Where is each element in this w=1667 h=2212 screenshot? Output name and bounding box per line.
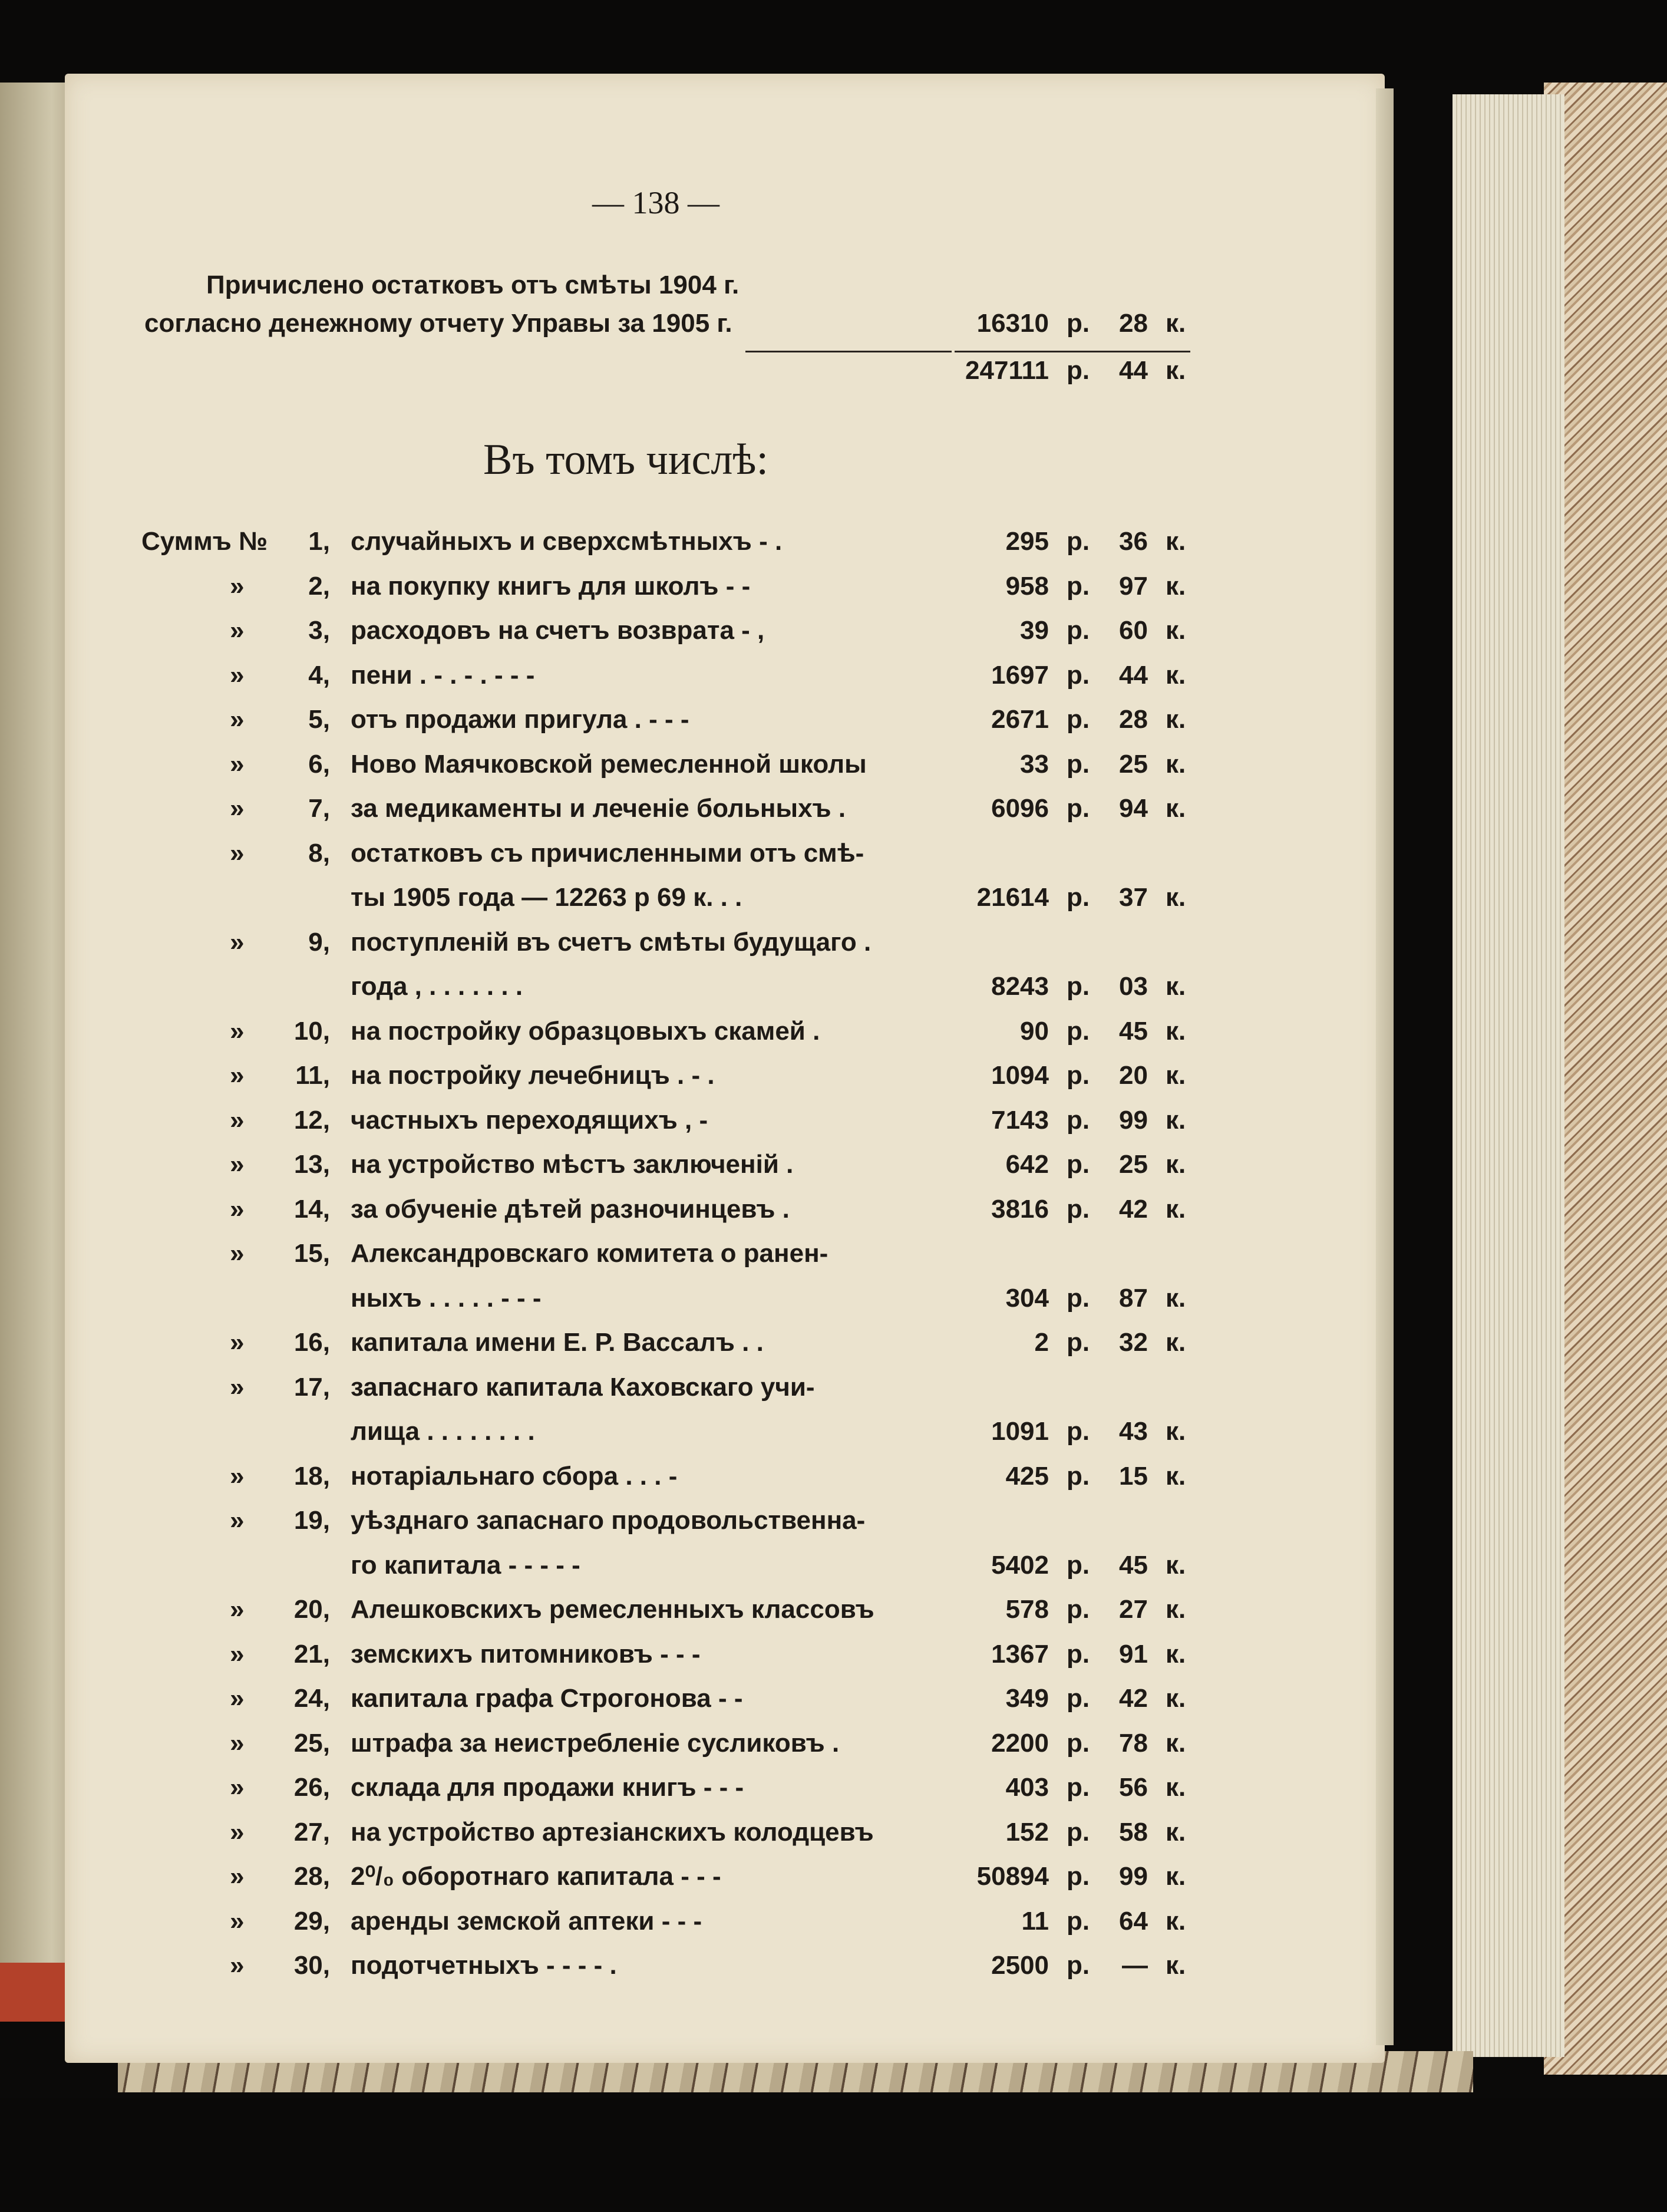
item-description: на постройку лечебницъ . - .	[351, 1061, 715, 1090]
item-description: отъ продажи пригула . - - -	[351, 705, 689, 734]
item-number: 4,	[308, 660, 330, 690]
ditto-mark: »	[230, 1372, 245, 1402]
intro-line-2: согласно денежному отчету Управы за 1905 г.	[144, 309, 732, 338]
item-description: штрафа за неистребленіе сусликовъ .	[351, 1728, 840, 1758]
kopecks-unit: к.	[1166, 705, 1186, 734]
kopecks-unit: к.	[1166, 1951, 1186, 1980]
item-description: остатковъ съ причисленными отъ смѣ-	[351, 838, 864, 868]
item-description: лища . . . . . . . .	[351, 1417, 535, 1446]
item-amount-kopecks: 42	[1119, 1684, 1148, 1713]
item-amount-kopecks: 03	[1119, 972, 1148, 1001]
item-amount-rubles: 304	[1005, 1283, 1049, 1313]
item-description: аренды земской аптеки - - -	[351, 1906, 702, 1936]
item-amount-kopecks: 99	[1119, 1105, 1148, 1135]
total-kopecks: 44	[1119, 356, 1148, 385]
item-amount-rubles: 2	[1034, 1328, 1049, 1357]
ditto-mark: »	[230, 616, 245, 645]
item-description: 2⁰/₀ оборотнаго капитала - - -	[351, 1862, 721, 1891]
item-description: Алешковскихъ ремесленныхъ классовъ	[351, 1595, 874, 1624]
item-amount-kopecks: 45	[1119, 1550, 1148, 1580]
item-amount-rubles: 21614	[976, 883, 1049, 912]
ditto-mark: »	[230, 660, 245, 690]
rubles-unit: р.	[1067, 1461, 1090, 1491]
ditto-mark: »	[230, 1951, 245, 1980]
item-amount-kopecks: 94	[1119, 794, 1148, 823]
item-amount-rubles: 8243	[991, 972, 1049, 1001]
kopecks-unit: к.	[1166, 616, 1186, 645]
list-label: Суммъ №	[141, 527, 268, 556]
kopecks-unit: к.	[1166, 1328, 1186, 1357]
item-description: ты 1905 года — 12263 р 69 к. . .	[351, 883, 742, 912]
kopecks-unit: к.	[1166, 1639, 1186, 1669]
item-number: 25,	[293, 1728, 330, 1758]
item-amount-kopecks: 97	[1119, 571, 1148, 601]
kopecks-unit: к.	[1166, 883, 1186, 912]
intro-line-1: Причислено остатковъ отъ смѣты 1904 г.	[206, 271, 740, 299]
item-description: расходовъ на счетъ возврата - ,	[351, 616, 765, 645]
scan-background-top	[0, 0, 1667, 80]
rubles-unit: р.	[1067, 705, 1090, 734]
kopecks-unit: к.	[1166, 1061, 1186, 1090]
ditto-mark: »	[230, 838, 245, 868]
item-amount-kopecks: 99	[1119, 1862, 1148, 1891]
item-amount-kopecks: 37	[1119, 883, 1148, 912]
item-amount-rubles: 152	[1005, 1817, 1049, 1847]
ditto-mark: »	[230, 749, 245, 779]
item-description: ныхъ . . . . . - - -	[351, 1283, 542, 1313]
intro-rubles-unit: р.	[1067, 309, 1090, 338]
kopecks-unit: к.	[1166, 1595, 1186, 1624]
kopecks-unit: к.	[1166, 1550, 1186, 1580]
item-description: Ново Маячковской ремесленной школы	[351, 749, 867, 779]
kopecks-unit: к.	[1166, 1461, 1186, 1491]
rubles-unit: р.	[1067, 794, 1090, 823]
item-description: склада для продажи книгъ - - -	[351, 1773, 744, 1802]
item-number: 13,	[293, 1150, 330, 1179]
item-amount-kopecks: 20	[1119, 1061, 1148, 1090]
kopecks-unit: к.	[1166, 1150, 1186, 1179]
item-amount-rubles: 425	[1005, 1461, 1049, 1491]
intro-amount-kopecks: 28	[1119, 309, 1148, 338]
kopecks-unit: к.	[1166, 1862, 1186, 1891]
item-number: 3,	[308, 616, 330, 645]
item-amount-kopecks: 64	[1119, 1906, 1148, 1936]
item-amount-rubles: 578	[1005, 1595, 1049, 1624]
rubles-unit: р.	[1067, 1951, 1090, 1980]
item-number: 24,	[293, 1684, 330, 1713]
item-amount-rubles: 5402	[991, 1550, 1049, 1580]
item-amount-rubles: 90	[1020, 1016, 1049, 1046]
kopecks-unit: к.	[1166, 1817, 1186, 1847]
item-amount-rubles: 2200	[991, 1728, 1049, 1758]
ditto-mark: »	[230, 571, 245, 601]
item-number: 29,	[293, 1906, 330, 1936]
ditto-mark: »	[230, 1639, 245, 1669]
rubles-unit: р.	[1067, 1906, 1090, 1936]
kopecks-unit: к.	[1166, 571, 1186, 601]
item-number: 26,	[293, 1773, 330, 1802]
item-amount-rubles: 2671	[991, 705, 1049, 734]
rubles-unit: р.	[1067, 1283, 1090, 1313]
item-description: Александровскаго комитета о ранен-	[351, 1239, 828, 1268]
item-amount-rubles: 6096	[991, 794, 1049, 823]
item-number: 16,	[293, 1328, 330, 1357]
item-description: поступленій въ счетъ смѣты будущаго .	[351, 927, 872, 957]
item-amount-rubles: 7143	[991, 1105, 1049, 1135]
kopecks-unit: к.	[1166, 972, 1186, 1001]
ditto-mark: »	[230, 794, 245, 823]
item-amount-kopecks: 43	[1119, 1417, 1148, 1446]
item-amount-kopecks: 87	[1119, 1283, 1148, 1313]
item-number: 10,	[293, 1016, 330, 1046]
item-amount-kopecks: 44	[1119, 660, 1148, 690]
kopecks-unit: к.	[1166, 527, 1186, 556]
item-amount-rubles: 1697	[991, 660, 1049, 690]
ditto-mark: »	[230, 1461, 245, 1491]
scan-background-bottom	[0, 2098, 1667, 2212]
rubles-unit: р.	[1067, 616, 1090, 645]
item-description: запаснаго капитала Каховскаго учи-	[351, 1372, 815, 1402]
kopecks-unit: к.	[1166, 1728, 1186, 1758]
item-amount-kopecks: 27	[1119, 1595, 1148, 1624]
ditto-mark: »	[230, 1506, 245, 1535]
item-amount-rubles: 2500	[991, 1951, 1049, 1980]
item-amount-rubles: 1094	[991, 1061, 1049, 1090]
item-amount-kopecks: 36	[1119, 527, 1148, 556]
sum-rule-left	[745, 351, 952, 352]
ditto-mark: »	[230, 705, 245, 734]
ditto-mark: »	[230, 1906, 245, 1936]
item-amount-kopecks: —	[1122, 1951, 1148, 1980]
kopecks-unit: к.	[1166, 1906, 1186, 1936]
item-amount-kopecks: 45	[1119, 1016, 1148, 1046]
intro-amount-rubles: 16310	[976, 309, 1049, 338]
item-amount-rubles: 11	[1021, 1906, 1049, 1936]
item-description: нотаріальнаго сбора . . . -	[351, 1461, 678, 1491]
ditto-mark: »	[230, 1150, 245, 1179]
ditto-mark: »	[230, 1773, 245, 1802]
rubles-unit: р.	[1067, 1773, 1090, 1802]
item-number: 5,	[308, 705, 330, 734]
item-description: земскихъ питомниковъ - - -	[351, 1639, 701, 1669]
kopecks-unit: к.	[1166, 794, 1186, 823]
item-description: на постройку образцовыхъ скамей .	[351, 1016, 820, 1046]
item-amount-rubles: 33	[1020, 749, 1049, 779]
ditto-mark: »	[230, 1817, 245, 1847]
document-page	[65, 74, 1385, 2063]
item-amount-kopecks: 32	[1119, 1328, 1148, 1357]
item-description: на покупку книгъ для школъ - -	[351, 571, 751, 601]
page-stack-edge	[1453, 94, 1564, 2057]
item-description: случайныхъ и сверхсмѣтныхъ - .	[351, 527, 783, 556]
section-heading: Въ томъ числѣ:	[483, 436, 768, 484]
item-number: 15,	[293, 1239, 330, 1268]
item-description: пени . - . - . - - -	[351, 660, 535, 690]
item-description: го капитала - - - - -	[351, 1550, 580, 1580]
rubles-unit: р.	[1067, 571, 1090, 601]
ditto-mark: »	[230, 1239, 245, 1268]
ditto-mark: »	[230, 927, 245, 957]
item-amount-kopecks: 28	[1119, 705, 1148, 734]
ditto-mark: »	[230, 1328, 245, 1357]
item-number: 19,	[293, 1506, 330, 1535]
kopecks-unit: к.	[1166, 1105, 1186, 1135]
rubles-unit: р.	[1067, 749, 1090, 779]
item-number: 14,	[293, 1194, 330, 1224]
rubles-unit: р.	[1067, 1016, 1090, 1046]
rubles-unit: р.	[1067, 1817, 1090, 1847]
kopecks-unit: к.	[1166, 1283, 1186, 1313]
item-number: 7,	[308, 794, 330, 823]
item-number: 9,	[308, 927, 330, 957]
kopecks-unit: к.	[1166, 1773, 1186, 1802]
ditto-mark: »	[230, 1194, 245, 1224]
item-number: 17,	[293, 1372, 330, 1402]
item-amount-rubles: 958	[1005, 571, 1049, 601]
item-amount-kopecks: 60	[1119, 616, 1148, 645]
item-amount-rubles: 50894	[976, 1862, 1049, 1891]
left-cover	[0, 1963, 74, 2022]
kopecks-unit: к.	[1166, 1016, 1186, 1046]
item-amount-kopecks: 56	[1119, 1773, 1148, 1802]
item-number: 21,	[293, 1639, 330, 1669]
rubles-unit: р.	[1067, 1684, 1090, 1713]
kopecks-unit: к.	[1166, 660, 1186, 690]
rubles-unit: р.	[1067, 1639, 1090, 1669]
rubles-unit: р.	[1067, 1150, 1090, 1179]
page-number: — 138 —	[592, 185, 719, 220]
item-amount-kopecks: 78	[1119, 1728, 1148, 1758]
item-number: 30,	[293, 1951, 330, 1980]
item-description: уѣзднаго запаснаго продовольственна-	[351, 1506, 866, 1535]
item-description: подотчетныхъ - - - - .	[351, 1951, 617, 1980]
item-amount-kopecks: 25	[1119, 1150, 1148, 1179]
item-amount-kopecks: 25	[1119, 749, 1148, 779]
rubles-unit: р.	[1067, 660, 1090, 690]
item-amount-rubles: 1091	[991, 1417, 1049, 1446]
page-gutter	[1376, 88, 1394, 2045]
item-amount-kopecks: 42	[1119, 1194, 1148, 1224]
rubles-unit: р.	[1067, 1728, 1090, 1758]
item-description: года , . . . . . . .	[351, 972, 523, 1001]
item-number: 12,	[293, 1105, 330, 1135]
item-number: 28,	[293, 1862, 330, 1891]
item-number: 20,	[293, 1595, 330, 1624]
rubles-unit: р.	[1067, 1328, 1090, 1357]
ditto-mark: »	[230, 1595, 245, 1624]
item-amount-rubles: 39	[1020, 616, 1049, 645]
rubles-unit: р.	[1067, 1105, 1090, 1135]
item-amount-kopecks: 15	[1119, 1461, 1148, 1491]
item-number: 6,	[308, 749, 330, 779]
item-number: 27,	[293, 1817, 330, 1847]
rubles-unit: р.	[1067, 527, 1090, 556]
item-number: 1,	[308, 527, 330, 556]
left-page-edge	[0, 83, 74, 2016]
item-description: на устройство мѣстъ заключеній .	[351, 1150, 794, 1179]
item-description: частныхъ переходящихъ , -	[351, 1105, 708, 1135]
item-description: за медикаменты и леченіе больныхъ .	[351, 794, 846, 823]
ditto-mark: »	[230, 1728, 245, 1758]
rubles-unit: р.	[1067, 1194, 1090, 1224]
ditto-mark: »	[230, 1016, 245, 1046]
item-description: капитала графа Строгонова - -	[351, 1684, 743, 1713]
kopecks-unit: к.	[1166, 1684, 1186, 1713]
ditto-mark: »	[230, 1862, 245, 1891]
ditto-mark: »	[230, 1061, 245, 1090]
rubles-unit: р.	[1067, 1417, 1090, 1446]
item-amount-kopecks: 91	[1119, 1639, 1148, 1669]
item-amount-kopecks: 58	[1119, 1817, 1148, 1847]
item-number: 11,	[295, 1061, 330, 1090]
kopecks-unit: к.	[1166, 1417, 1186, 1446]
total-kopecks-unit: к.	[1166, 356, 1186, 385]
rubles-unit: р.	[1067, 1061, 1090, 1090]
item-amount-rubles: 642	[1005, 1150, 1049, 1179]
total-rubles-unit: р.	[1067, 356, 1090, 385]
sum-rule-right	[955, 351, 1190, 352]
item-number: 8,	[308, 838, 330, 868]
rubles-unit: р.	[1067, 883, 1090, 912]
item-amount-rubles: 295	[1005, 527, 1049, 556]
item-description: на устройство артезіанскихъ колодцевъ	[351, 1817, 874, 1847]
rubles-unit: р.	[1067, 1550, 1090, 1580]
rubles-unit: р.	[1067, 1862, 1090, 1891]
item-number: 18,	[293, 1461, 330, 1491]
item-amount-rubles: 3816	[991, 1194, 1049, 1224]
item-amount-rubles: 403	[1005, 1773, 1049, 1802]
intro-kopecks-unit: к.	[1166, 309, 1186, 338]
kopecks-unit: к.	[1166, 1194, 1186, 1224]
rubles-unit: р.	[1067, 972, 1090, 1001]
ditto-mark: »	[230, 1105, 245, 1135]
item-description: капитала имени Е. Р. Вассалъ . .	[351, 1328, 764, 1357]
item-description: за обученіе дѣтей разночинцевъ .	[351, 1194, 790, 1224]
item-amount-rubles: 349	[1005, 1684, 1049, 1713]
total-rubles: 247111	[965, 356, 1049, 385]
item-amount-rubles: 1367	[991, 1639, 1049, 1669]
item-number: 2,	[308, 571, 330, 601]
kopecks-unit: к.	[1166, 749, 1186, 779]
rubles-unit: р.	[1067, 1595, 1090, 1624]
ditto-mark: »	[230, 1684, 245, 1713]
